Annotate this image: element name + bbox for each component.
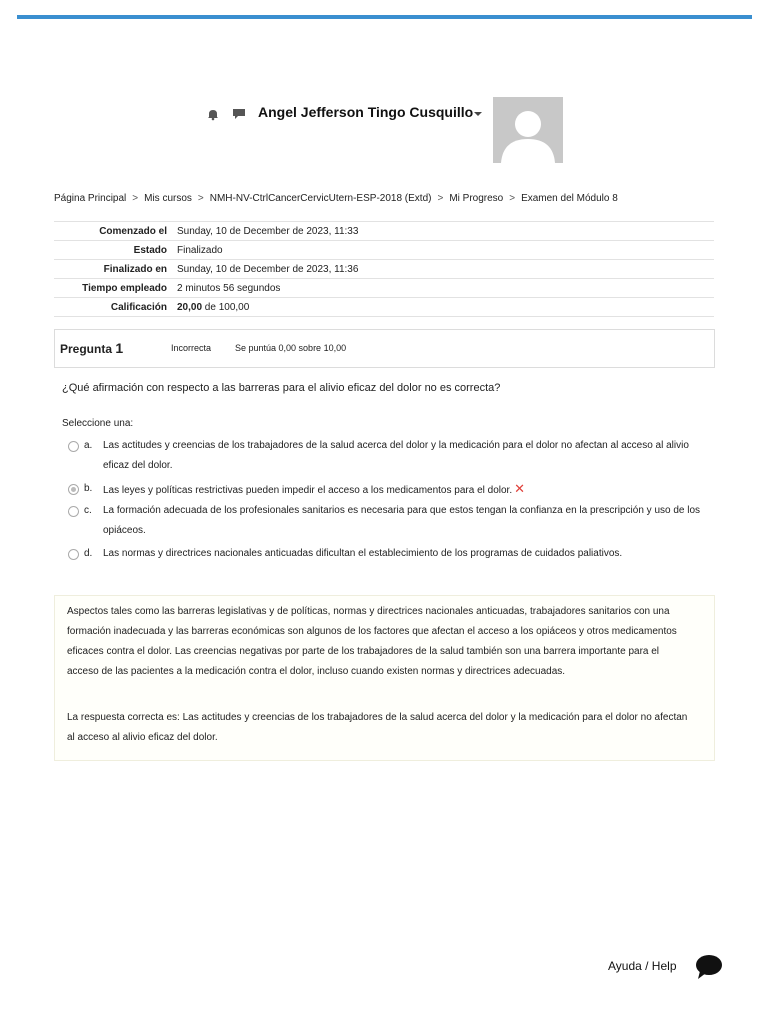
feedback-box bbox=[54, 595, 715, 761]
bell-icon[interactable] bbox=[206, 107, 220, 121]
radio-button[interactable] bbox=[68, 441, 79, 452]
option-text: Las normas y directrices nacionales anticuadas dificultan el establecimiento de los programas de cuidados paliativos. bbox=[103, 548, 623, 559]
user-menu-name[interactable]: Angel Jefferson Tingo Cusquillo bbox=[258, 104, 474, 120]
option-letter: a. bbox=[84, 440, 93, 451]
radio-button[interactable] bbox=[68, 549, 79, 560]
option-text: Las leyes y políticas restrictivas pueden impedir el acceso a los medicamentos para el dolor. bbox=[103, 485, 513, 496]
summary-value: Finalizado bbox=[177, 241, 714, 260]
summary-value bbox=[177, 298, 714, 317]
option-text: Las actitudes y creencias de los trabajadores de la salud acerca del dolor y la medicación para el dolor no afectan al acceso al alivio eficaz del dolor. bbox=[103, 440, 689, 471]
option-letter: c. bbox=[84, 505, 92, 516]
summary-value: Sunday, 10 de December de 2023, 11:36 bbox=[177, 260, 714, 279]
incorrect-x-icon: ✕ bbox=[514, 481, 525, 496]
right-answer: La respuesta correcta es: Las actitudes y creencias de los trabajadores de la salud acerca del dolor y la medicación para el dolor no afectan al acceso al alivio eficaz del dolor. bbox=[67, 712, 688, 743]
question-number: 1 bbox=[115, 340, 124, 356]
top-accent-bar bbox=[17, 15, 752, 19]
question-grade: Se puntúa 0,00 sobre 10,00 bbox=[235, 343, 347, 353]
help-chat-icon[interactable] bbox=[694, 954, 724, 985]
question-label: Pregunta bbox=[60, 342, 113, 356]
option-text-wrapper bbox=[103, 479, 708, 501]
chat-icon[interactable] bbox=[232, 107, 246, 121]
attempt-summary-table bbox=[54, 221, 714, 317]
summary-label: Calificación bbox=[54, 298, 177, 317]
breadcrumb bbox=[54, 193, 618, 204]
chevron-right-icon: > bbox=[509, 193, 516, 204]
option-text: La formación adecuada de los profesionales sanitarios es necesaria para que estos tengan la confianza en la prescripción y uso de los opiáceos. bbox=[103, 505, 701, 536]
question-state: Incorrecta bbox=[171, 343, 212, 353]
breadcrumb-progress[interactable]: Mi Progreso bbox=[449, 193, 504, 204]
option-letter: d. bbox=[84, 548, 93, 559]
question-heading bbox=[60, 340, 123, 356]
summary-value: 2 minutos 56 segundos bbox=[177, 279, 714, 298]
caret-down-icon[interactable] bbox=[474, 112, 482, 116]
summary-row-time bbox=[54, 279, 714, 298]
summary-label: Finalizado en bbox=[54, 260, 177, 279]
summary-row-state bbox=[54, 241, 714, 260]
question-text: ¿Qué afirmación con respecto a las barreras para el alivio eficaz del dolor no es correcta? bbox=[62, 382, 501, 394]
summary-label: Comenzado el bbox=[54, 222, 177, 241]
question-info-box bbox=[54, 329, 715, 368]
breadcrumb-course[interactable]: NMH-NV-CtrlCancerCervicUtern-ESP-2018 (Extd) bbox=[209, 193, 432, 204]
radio-button-selected[interactable] bbox=[68, 484, 79, 495]
chevron-right-icon: > bbox=[132, 193, 139, 204]
summary-row-started bbox=[54, 222, 714, 241]
grade-total: de 100,00 bbox=[202, 301, 250, 313]
avatar[interactable] bbox=[493, 97, 563, 163]
breadcrumb-home[interactable]: Página Principal bbox=[54, 193, 127, 204]
breadcrumb-exam[interactable]: Examen del Módulo 8 bbox=[521, 193, 618, 204]
breadcrumb-my-courses[interactable]: Mis cursos bbox=[144, 193, 192, 204]
general-feedback: Aspectos tales como las barreras legislativas y de políticas, normas y directrices nacionales anticuadas, trabajadores sanitarios con una formación inadecuada y las barreras económicas son algunos de los factores que afectan el acceso a los opiáceos y otros medicamentos eficaces contra el dolor. Las creencias negativas por parte de los trabajadores de la salud también son una barrera importante para el acceso de las pacientes a la medicación contra el dolor, incluso cuando existen normas y directrices adecuadas. bbox=[67, 606, 677, 677]
summary-row-finished bbox=[54, 260, 714, 279]
radio-button[interactable] bbox=[68, 506, 79, 517]
summary-label: Tiempo empleado bbox=[54, 279, 177, 298]
user-icons bbox=[206, 107, 246, 121]
answer-prompt: Seleccione una: bbox=[62, 418, 134, 429]
summary-label: Estado bbox=[54, 241, 177, 260]
chevron-right-icon: > bbox=[197, 193, 204, 204]
chevron-right-icon: > bbox=[437, 193, 444, 204]
summary-value: Sunday, 10 de December de 2023, 11:33 bbox=[177, 222, 714, 241]
summary-row-grade bbox=[54, 298, 714, 317]
grade-value: 20,00 bbox=[177, 301, 203, 313]
option-letter: b. bbox=[84, 483, 93, 494]
help-link[interactable]: Ayuda / Help bbox=[608, 959, 677, 973]
